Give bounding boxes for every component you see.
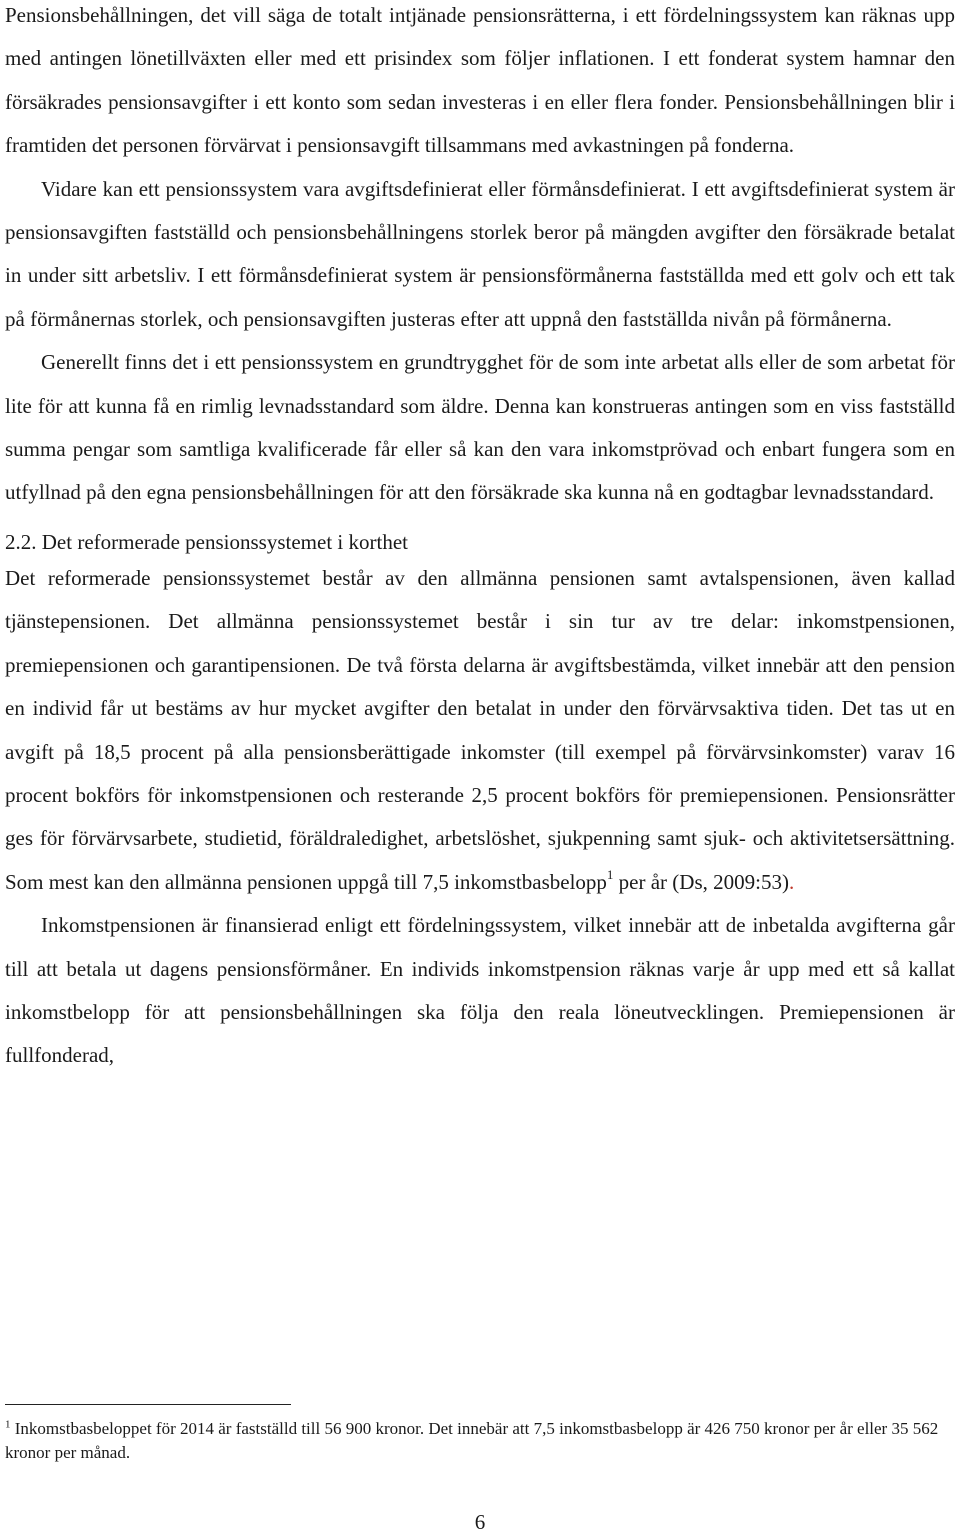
paragraph-end-mark: .	[788, 869, 795, 894]
footnote-text: Inkomstbasbeloppet för 2014 är fastställd till 56 900 kronor. Det innebär att 7,5 inkomstbasbelopp är 426 750 kronor per år eller 35 562 kronor per månad.	[5, 1419, 939, 1462]
footnote	[5, 1417, 955, 1465]
paragraph-reformed-system	[5, 557, 955, 904]
footnote-divider	[5, 1404, 291, 1405]
footnote-reference[interactable]: 1	[606, 866, 614, 882]
paragraph-defined-systems: Vidare kan ett pensionssystem vara avgiftsdefinierat eller förmånsdefinierat. I ett avgiftsdefinierat system är pensionsavgiften fastställd och pensionsbehållningens storlek beror på mängden avgifter den försäkrade betalat in under sitt arbetsliv. I ett förmånsdefinierat system är pensionsförmånerna fastställda med ett golv och ett tak på förmånernas storlek, och pensionsavgiften justeras efter att uppnå den fastställda nivån på förmånerna.	[5, 176, 955, 331]
paragraph-basic-security: Generellt finns det i ett pensionssystem en grundtrygghet för de som inte arbetat alls eller de som arbetat för lite för att kunna få en rimlig levnadsstandard som äldre. Denna kan konstrueras antingen som en viss fastställd summa pengar som samtliga kvalificerade får eller så kan den vara inkomstprövad och enbart fungera som en utfyllnad på den egna pensionsbehållningen för att den försäkrade ska kunna nå en godtagbar levnadsstandard.	[5, 350, 955, 505]
section-heading: 2.2. Det reformerade pensionssystemet i korthet	[5, 529, 408, 554]
page-number: 6	[474, 1510, 486, 1534]
footnote-mark: 1	[5, 1418, 11, 1431]
paragraph-pension-balance: Pensionsbehållningen, det vill säga de totalt intjänade pensionsrätterna, i ett fördelningssystem kan räknas upp med antingen lönetillväxten eller med ett prisindex som följer inflationen. I ett fonderat system hamnar den försäkrades pensionsavgifter i ett konto som sedan investeras i en eller flera fonder. Pensionsbehållningen blir i framtiden det personen förvärvat i pensionsavgift tillsammans med avkastningen på fonderna.	[5, 3, 955, 158]
paragraph-income-pension: Inkomstpensionen är finansierad enligt ett fördelningssystem, vilket innebär att de inbetalda avgifterna går till att betala ut dagens pensionsförmåner. En individs inkomstpension räknas varje år upp med ett så kallat inkomstbelopp för att pensionsbehållningen ska följa den reala löneutvecklingen. Premiepensionen är fullfonderad,	[5, 913, 955, 1068]
paragraph-text: Det reformerade pensionssystemet består av den allmänna pensionen samt avtalspensionen, även kallad tjänstepensionen. Det allmänna pensionssystemet består i sin tur av tre delar: inkomstpensionen, premiepensionen och garantipensionen. De två första delarna är avgiftsbestämda, vilket innebär att den pension en individ får ut bestäms av hur mycket avgifter den betalat in under den förvärvsaktiva tiden. Det tas ut en avgift på 18,5 procent på alla pensionsberättigade inkomster (till exempel på förvärvsinkomster) varav 16 procent bokförs för inkomstpensionen och resterande 2,5 procent bokförs för premiepensionen. Pensionsrätter ges för förvärvsarbete, studietid, föräldraledighet, arbetslöshet, sjukpenning samt sjuk- och aktivitetsersättning. Som mest kan den allmänna pensionen uppgå till 7,5 inkomstbasbelopp	[5, 565, 955, 894]
document-page	[5, 0, 955, 1537]
body-text	[5, 0, 955, 1078]
paragraph-text-cont: per år (Ds, 2009:53)	[613, 869, 789, 894]
